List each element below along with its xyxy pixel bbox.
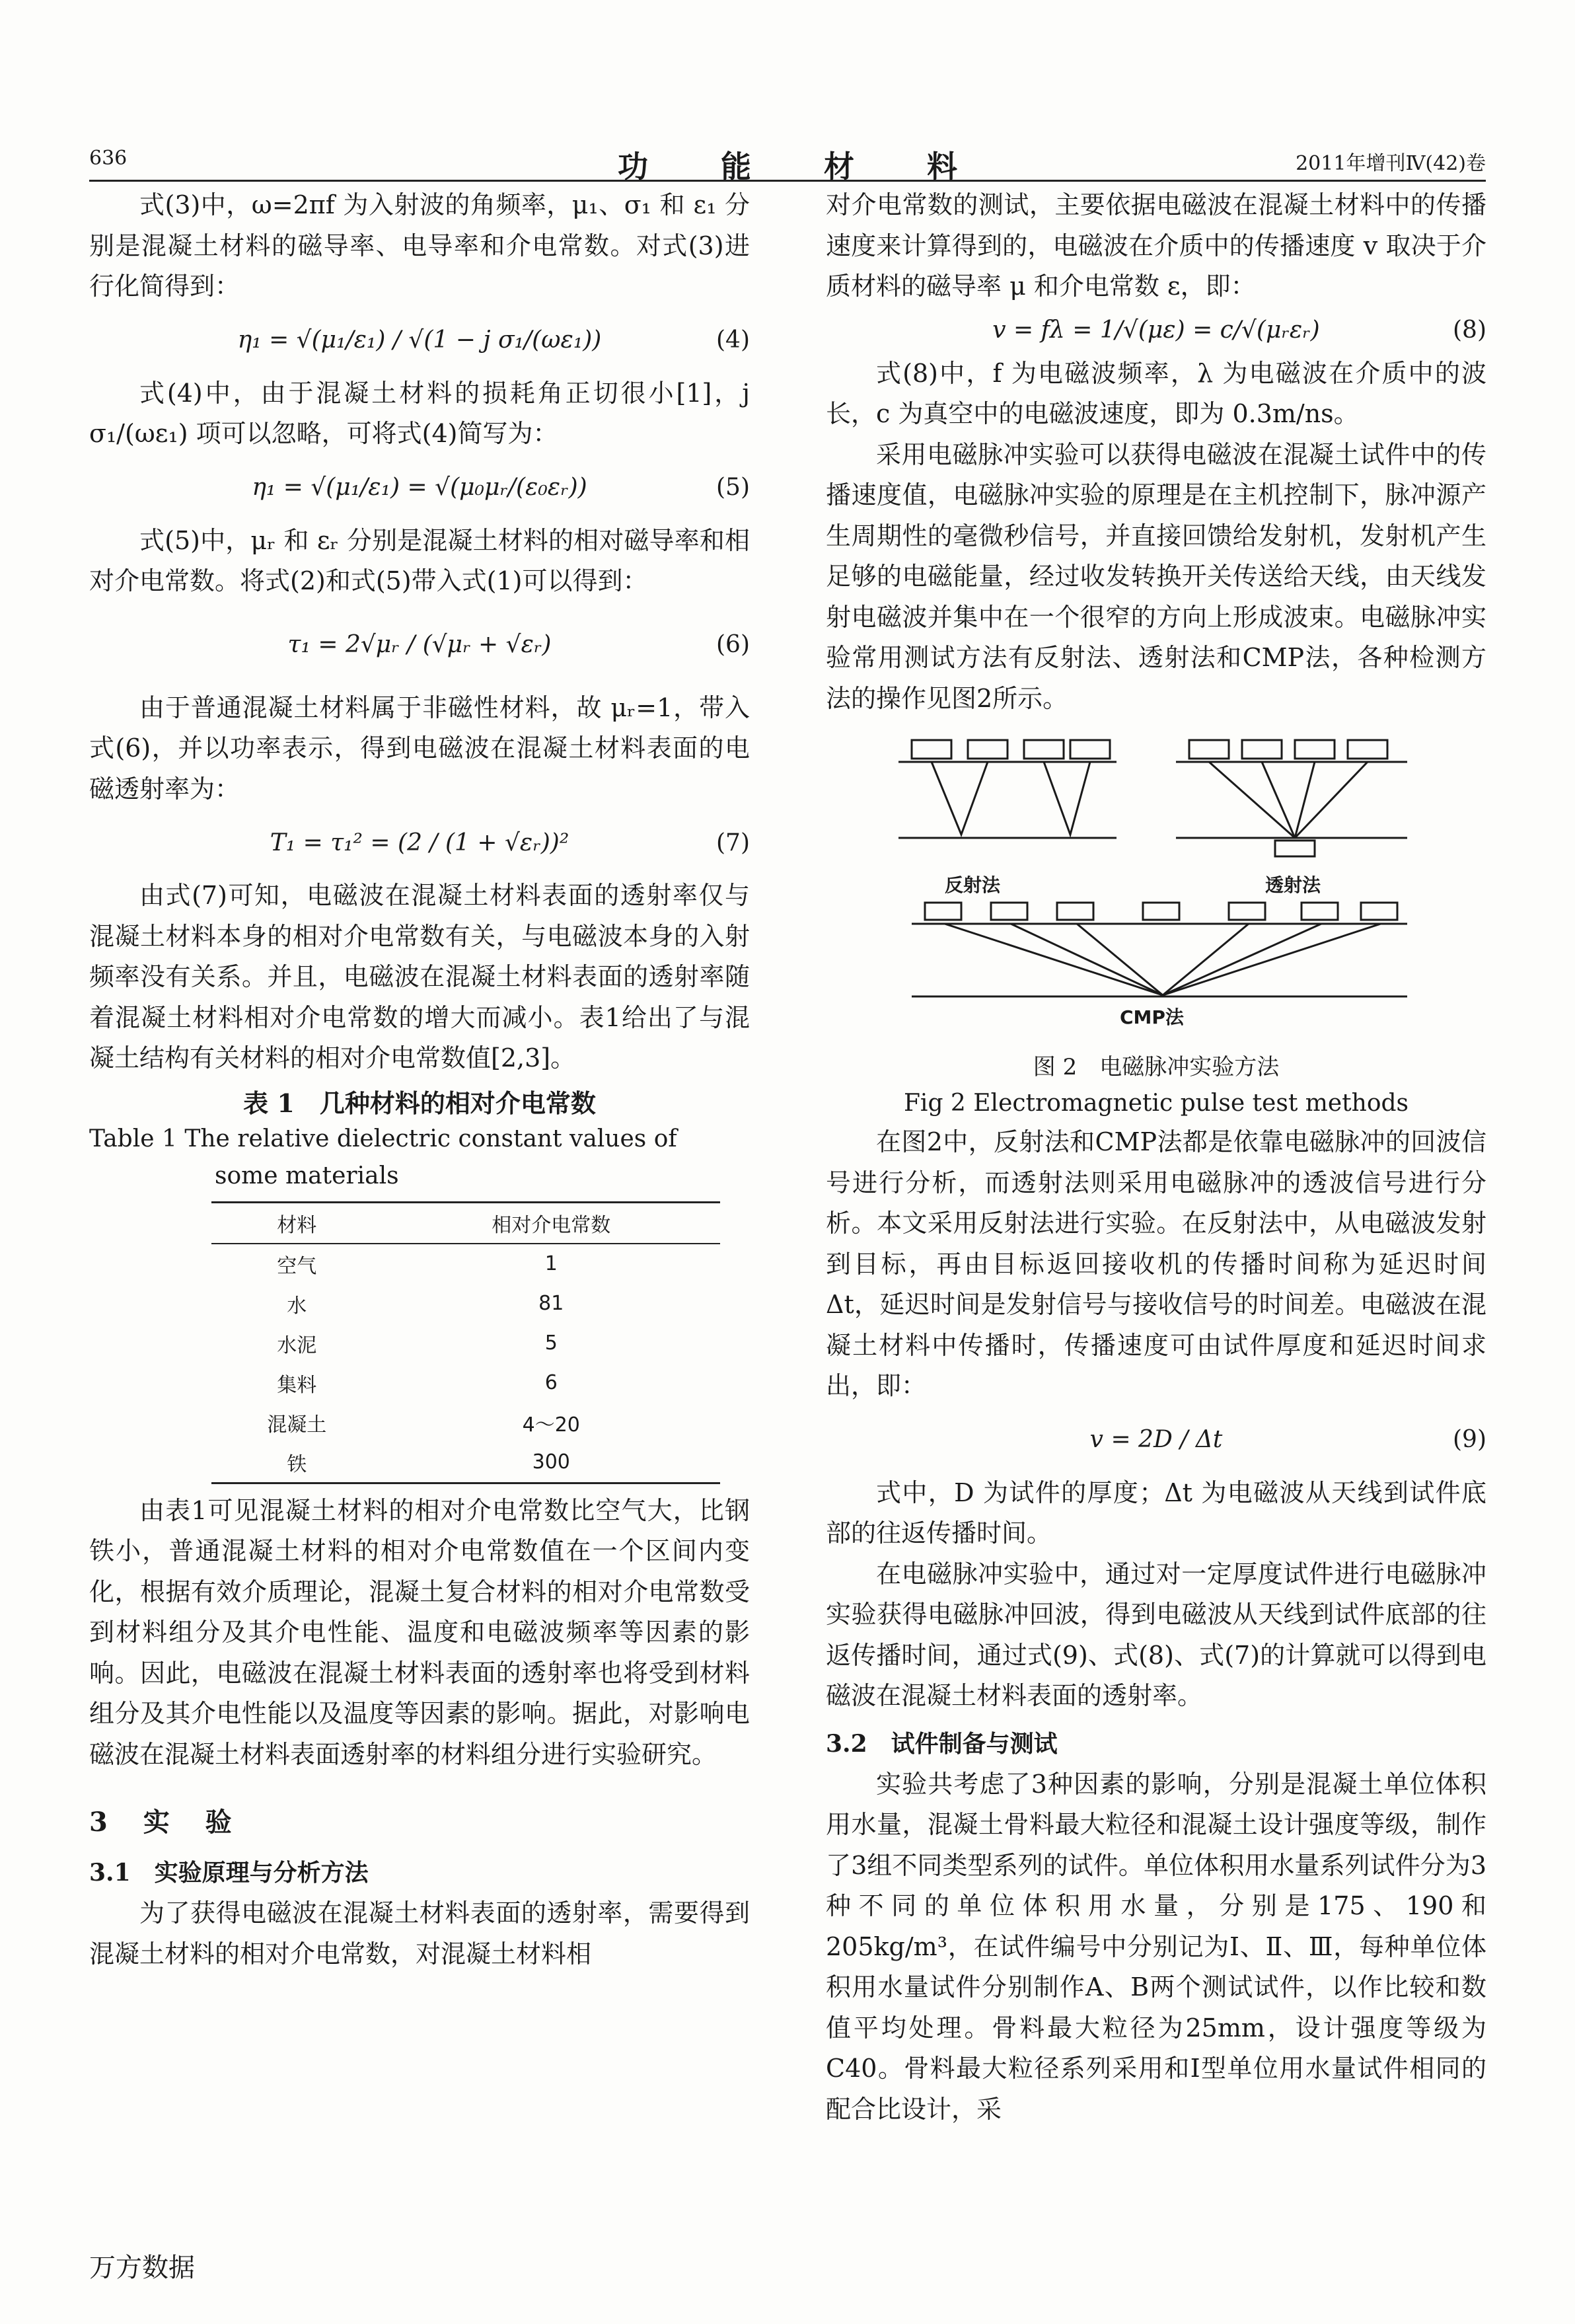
table-cell: 4～20	[522, 1413, 580, 1437]
label-cmp: CMP法	[1120, 1006, 1184, 1028]
table-cell: 空气	[277, 1254, 317, 1278]
antenna	[1229, 903, 1265, 920]
antenna	[1057, 903, 1093, 920]
table-cell: 铁	[287, 1452, 307, 1476]
page-header	[89, 147, 1486, 182]
equation-text: v = fλ = 1/√(με) = c/√(μᵣεᵣ)	[992, 317, 1320, 344]
paragraph: 式(8)中，f 为电磁波频率，λ 为电磁波在介质中的波长，c 为真空中的电磁波速度，即为 0.3m/ns。	[826, 358, 1486, 428]
paragraph: 由式(7)可知，电磁波在混凝土材料表面的透射率仅与混凝土材料本身的相对介电常数有关，与电磁波本身的入射频率没有关系。并且，电磁波在混凝土材料表面的透射率随着混凝土材料相对介电常数的增大而减小。表1给出了与混凝土结构有关材料的相对介电常数值[2,3]。	[89, 881, 750, 1072]
wave-path	[1262, 762, 1295, 838]
table-cell: 5	[544, 1331, 558, 1355]
paragraph: 式中，D 为试件的厚度；Δt 为电磁波从天线到试件底部的往返传播时间。	[826, 1478, 1486, 1548]
table-row	[211, 1443, 720, 1483]
table-cell: 混凝土	[267, 1413, 327, 1437]
antenna	[1143, 903, 1179, 920]
paragraph: 在图2中，反射法和CMP法都是依靠电磁脉冲的回波信号进行分析，而透射法则采用电磁脉冲的透波信号进行分析。本文采用反射法进行实验。在反射法中，从电磁波发射到目标，再由目标返回接收机的传播时间称为延迟时间 Δt，延迟时间是发射信号与接收信号的时间差。电磁波在混凝土材料中传播时，传播速度可由试件厚度和延迟时间求出，即：	[826, 1127, 1486, 1400]
table-caption-zh: 表 1 几种材料的相对介电常数	[243, 1088, 596, 1118]
receiver-antenna	[1275, 841, 1315, 856]
equation-number: (7)	[716, 829, 750, 856]
figure-2	[826, 726, 1486, 1049]
wave-path	[1077, 924, 1249, 995]
paragraph: 在电磁脉冲实验中，通过对一定厚度试件进行电磁脉冲实验获得电磁脉冲回波，得到电磁波从天线到试件底部的往返传播时间，通过式(9)、式(8)、式(7)的计算就可以得到电磁波在混凝土材料表面的透射率。	[826, 1559, 1486, 1710]
paragraph: 对介电常数的测试，主要依据电磁波在混凝土材料中的传播速度来计算得到的，电磁波在介质中的传播速度 v 取决于介质材料的磁导率 μ 和介电常数 ε，即：	[826, 190, 1486, 301]
footer-watermark: 万方数据	[89, 2253, 195, 2283]
equation-8	[826, 307, 1486, 354]
equation-text: T₁ = τ₁² = (2 / (1 + √εᵣ))²	[270, 829, 569, 856]
equation-number: (6)	[716, 631, 750, 658]
antenna	[1295, 740, 1335, 759]
table-cell: 集料	[277, 1373, 317, 1397]
table-row	[211, 1244, 720, 1284]
equation-6	[89, 602, 750, 688]
paragraph: 式(4)中，由于混凝土材料的损耗角正切很小[1]，j σ₁/(ωε₁) 项可以忽略，可将式(4)简写为：	[89, 378, 750, 448]
wave-path	[1209, 762, 1295, 838]
antenna	[991, 903, 1027, 920]
subsection-heading: 3.2 试件制备与测试	[826, 1729, 1058, 1758]
antenna	[1348, 740, 1387, 759]
pulse-methods-diagram	[826, 726, 1486, 1049]
right-column	[826, 185, 1486, 2130]
label-transmission: 透射法	[1265, 874, 1321, 896]
table-row	[211, 1324, 720, 1363]
equation-4	[89, 307, 750, 373]
table-cell: 水	[287, 1294, 307, 1318]
table-row	[211, 1403, 720, 1443]
table-row	[211, 1284, 720, 1324]
equation-text: τ₁ = 2√μᵣ / (√μᵣ + √εᵣ)	[287, 631, 552, 658]
label-reflection: 反射法	[945, 874, 1001, 896]
antenna	[968, 740, 1007, 759]
table-cell: 水泥	[277, 1333, 317, 1357]
antenna	[1024, 740, 1064, 759]
paragraph: 式(3)中，ω=2πf 为入射波的角频率，μ₁、σ₁ 和 ε₁ 分别是混凝土材料的磁导率、电导率和介电常数。对式(3)进行化简得到：	[89, 190, 750, 301]
equation-9	[826, 1407, 1486, 1473]
left-column	[89, 185, 750, 1974]
antenna	[1301, 903, 1338, 920]
page-number: 636	[89, 147, 128, 170]
subsection-heading: 3.1 实验原理与分析方法	[89, 1859, 369, 1887]
table-row	[211, 1363, 720, 1403]
equation-number: (5)	[716, 474, 750, 501]
equation-number: (9)	[1453, 1426, 1486, 1453]
equation-7	[89, 809, 750, 876]
equation-number: (4)	[716, 326, 750, 354]
equation-text: η₁ = √(μ₁/ε₁) = √(μ₀μᵣ/(ε₀εᵣ))	[252, 474, 587, 501]
table-caption-en-line2: some materials	[215, 1162, 399, 1189]
antenna	[912, 740, 951, 759]
wave-path	[945, 924, 1381, 995]
figure-caption-zh: 图 2 电磁脉冲实验方法	[1033, 1054, 1280, 1080]
equation-text: η₁ = √(μ₁/ε₁) / √(1 − j σ₁/(ωε₁))	[237, 326, 602, 354]
paragraph: 实验共考虑了3种因素的影响，分别是混凝土单位体积用水量，混凝土骨料最大粒径和混凝土设计强度等级，制作了3组不同类型系列的试件。单位体积用水量系列试件分为3种不同的单位体积用水量，分别是175、190和205kg/m³，在试件编号中分别记为Ⅰ、Ⅱ、Ⅲ，每种单位体积用水量试件分别制作A、B两个测试试件，以作比较和数值平均处理。骨料最大粒径为25mm，设计强度等级为C40。骨料最大粒径系列采用和Ⅰ型单位用水量试件相同的配合比设计，采	[826, 1769, 1486, 2124]
wave-path	[1044, 762, 1090, 835]
figure-caption-en: Fig 2 Electromagnetic pulse test methods	[903, 1090, 1409, 1117]
equation-5	[89, 455, 750, 521]
paragraph: 由于普通混凝土材料属于非磁性材料，故 μᵣ=1，带入式(6)，并以功率表示，得到电磁波在混凝土材料表面的电磁透射率为：	[89, 693, 750, 804]
table-caption-en	[89, 1121, 750, 1195]
wave-path	[932, 762, 988, 835]
paragraph: 为了获得电磁波在混凝土材料表面的透射率，需要得到混凝土材料的相对介电常数，对混凝土材料相	[89, 1898, 750, 1968]
antenna	[1189, 740, 1229, 759]
antenna	[925, 903, 961, 920]
table-cell: 81	[538, 1292, 564, 1315]
antenna	[1070, 740, 1110, 759]
equation-number: (8)	[1453, 317, 1486, 344]
table-cell: 1	[544, 1252, 558, 1275]
paragraph: 采用电磁脉冲实验可以获得电磁波在混凝土试件中的传播速度值，电磁脉冲实验的原理是在主机控制下，脉冲源产生周期性的毫微秒信号，并直接回馈给发射机，发射机产生足够的电磁能量，经过收发转换开关传送给天线，由天线发射电磁波并集中在一个很窄的方向上形成波束。电磁脉冲实验常用测试方法有反射法、透射法和CMP法，各种检测方法的操作见图2所示。	[826, 439, 1486, 713]
antenna	[1242, 740, 1282, 759]
dielectric-table	[211, 1201, 720, 1484]
issue-info: 2011年增刊Ⅳ(42)卷	[1296, 152, 1486, 175]
table-cell: 300	[532, 1450, 570, 1474]
journal-title: 功能材料	[618, 149, 1030, 184]
equation-text: v = 2D / Δt	[1089, 1426, 1223, 1453]
table-cell: 6	[544, 1371, 558, 1394]
paragraph: 由表1可见混凝土材料的相对介电常数比空气大，比钢铁小，普通混凝土材料的相对介电常数值在一个区间内变化，根据有效介质理论，混凝土复合材料的相对介电常数受到材料组分及其介电性能、温度和电磁波频率等因素的影响。因此，电磁波在混凝土材料表面的透射率也将受到材料组分及其介电性能以及温度等因素的影响。据此，对影响电磁波在混凝土材料表面透射率的材料组分进行实验研究。	[89, 1495, 750, 1769]
table-caption-en-line1: Table 1 The relative dielectric constant values of	[89, 1125, 677, 1152]
table-header: 相对介电常数	[383, 1202, 720, 1244]
paragraph: 式(5)中，μᵣ 和 εᵣ 分别是混凝土材料的相对磁导率和相对介电常数。将式(2)和式(5)带入式(1)可以得到：	[89, 525, 750, 595]
table-header: 材料	[211, 1202, 383, 1244]
section-heading: 3 实 验	[89, 1807, 245, 1838]
antenna	[1361, 903, 1397, 920]
